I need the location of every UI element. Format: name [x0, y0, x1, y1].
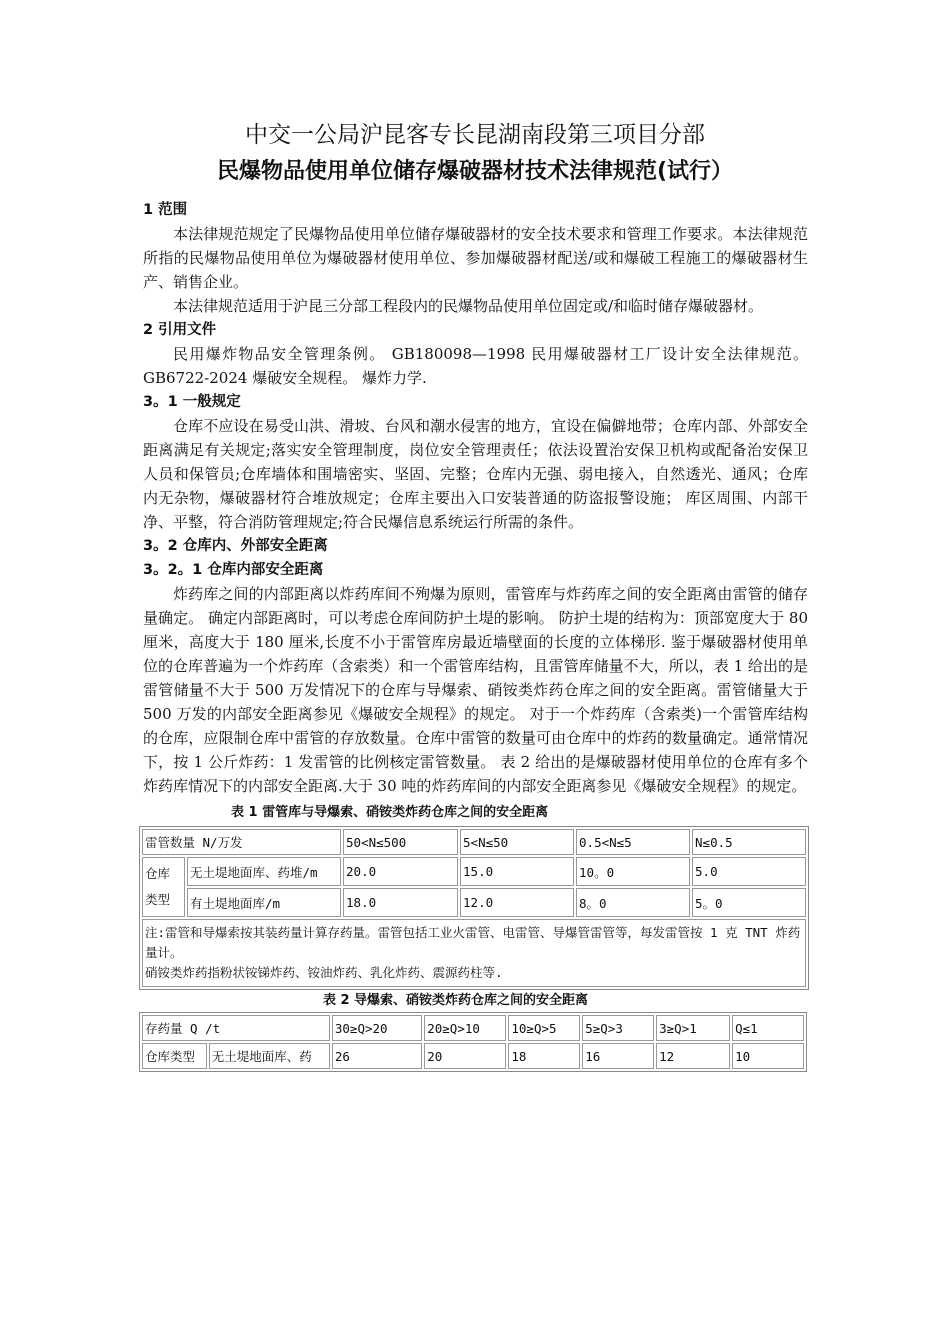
table-1-column-header: N≤0.5 — [692, 829, 806, 855]
table-cell: 15.0 — [460, 857, 574, 886]
table-cell: 8。0 — [576, 888, 690, 917]
table-1-note-1: 注:雷管和导爆索按其装药量计算存药量。雷管包括工业火雷管、电雷管、导爆管雷管等，每发雷管按 1 克 TNT 炸药量计。 — [145, 925, 801, 960]
section-2-paragraph: 民用爆炸物品安全管理条例。 GB180098—1998 民用爆破器材工厂设计安全法律规范。 GB6722-2024 爆破安全规程。 爆炸力学. — [143, 345, 808, 387]
table-cell: 10。0 — [576, 857, 690, 886]
document-title: 民爆物品使用单位储存爆破器材技术法律规范(试行） — [216, 159, 734, 184]
table-2-group-label: 仓库类型 — [142, 1043, 207, 1069]
table-2-column-header: 10≥Q>5 — [508, 1015, 580, 1041]
table-2-row-label: 无土堤地面库、药 — [209, 1043, 330, 1069]
table-1-column-header: 5<N≤50 — [460, 829, 574, 855]
section-2-heading: 2 引用文件 — [143, 322, 217, 338]
section-3-1-heading: 3。1 一般规定 — [143, 394, 241, 410]
table-cell: 26 — [332, 1043, 422, 1069]
table-cell: 18.0 — [343, 888, 458, 917]
table-2-column-header: 30≥Q>20 — [332, 1015, 422, 1041]
section-3-2-1-heading: 3。2。1 仓库内部安全距离 — [143, 562, 324, 578]
table-cell: 5。0 — [692, 888, 806, 917]
table-2-column-header: 3≥Q>1 — [656, 1015, 730, 1041]
section-3-1-paragraph: 仓库不应设在易受山洪、滑坡、台风和潮水侵害的地方，宜设在偏僻地带；仓库内部、外部安全距离满足有关规定;落实安全管理制度，岗位安全管理责任；依法设置治安保卫机构或配备治安保卫人员和保管员;仓库墙体和围墙密实、坚固、完整；仓库内无强、弱电接入，自然透光、通风；仓库内无杂物，爆破器材符合堆放规定；仓库主要出入口安装普通的防盗报警设施； 库区周围、内部干净、平整，符合消防管理规定;符合民爆信息系统运行所需的条件。 — [143, 417, 808, 531]
table-cell: 18 — [508, 1043, 580, 1069]
table-cell: 20.0 — [343, 857, 458, 886]
table-2-header-label: 存药量 Q /t — [142, 1015, 330, 1041]
organization-title: 中交一公局沪昆客专长昆湖南段第三项目分部 — [245, 122, 705, 148]
table-cell: 16 — [582, 1043, 654, 1069]
document-body — [143, 198, 808, 1072]
section-3-2-1-paragraph: 炸药库之间的内部距离以炸药库间不殉爆为原则，雷管库与炸药库之间的安全距离由雷管的储存量确定。 确定内部距离时，可以考虑仓库间防护土堤的影响。 防护土堤的结构为：顶部宽度大于 80 厘米，高度大于 180 厘米,长度不小于雷管库房最近墙壁面的长度的立体梯形. 鉴于爆破器材使用单位的仓库普遍为一个炸药库（含索类）和一个雷管库结构，且雷管库储量不大，所以，表 1 给出的是雷管储量不大于 500 万发情况下的仓库与导爆索、硝铵类炸药仓库之间的安全距离。雷管储量大于 500 万发的内部安全距离参见《爆破安全规程》的规定。 对于一个炸药库（含索类)一个雷管库结构的仓库，应限制仓库中雷管的存放数量。仓库中雷管的数量可由仓库中的炸药的数量确定。通常情况下，按 1 公斤炸药：1 发雷管的比例核定雷管数量。 表 2 给出的是爆破器材使用单位的仓库有多个炸药库情况下的内部安全距离.大于 30 吨的炸药库间的内部安全距离参见《爆破安全规程》的规定。 — [143, 585, 808, 795]
table-1-caption: 表 1 雷管库与导爆索、硝铵类炸药仓库之间的安全距离 — [231, 805, 549, 820]
table-cell: 12.0 — [460, 888, 574, 917]
table-2 — [139, 1012, 807, 1072]
table-1-row-label: 无土堤地面库、药堆/m — [187, 857, 341, 886]
table-1-group-label: 仓库类型 — [142, 857, 185, 917]
table-row — [142, 857, 806, 886]
table-cell: 20 — [424, 1043, 506, 1069]
table-1-row-label: 有土堤地面库/m — [187, 888, 341, 917]
table-2-caption: 表 2 导爆索、硝铵类炸药仓库之间的安全距离 — [322, 993, 589, 1008]
section-1-heading: 1 范围 — [143, 202, 188, 218]
table-row — [142, 919, 806, 987]
section-1-paragraph-1: 本法律规范规定了民爆物品使用单位储存爆破器材的安全技术要求和管理工作要求。本法律规范所指的民爆物品使用单位为爆破器材使用单位、参加爆破器材配送/或和爆破工程施工的爆破器材生产、销售企业。 — [143, 225, 808, 291]
section-3-2-heading: 3。2 仓库内、外部安全距离 — [143, 538, 328, 554]
table-1-column-header: 0.5<N≤5 — [576, 829, 690, 855]
table-2-column-header: 5≥Q>3 — [582, 1015, 654, 1041]
table-1-notes — [142, 919, 806, 987]
table-1 — [139, 826, 809, 990]
table-cell: 10 — [732, 1043, 804, 1069]
table-2-column-header: Q≤1 — [732, 1015, 804, 1041]
table-cell: 12 — [656, 1043, 730, 1069]
table-2-column-header: 20≥Q>10 — [424, 1015, 506, 1041]
table-row — [142, 1043, 804, 1069]
section-1-paragraph-2: 本法律规范适用于沪昆三分部工程段内的民爆物品使用单位固定或/和临时储存爆破器材。 — [173, 297, 764, 315]
table-1-note-2: 硝铵类炸药指粉状铵锑炸药、铵油炸药、乳化炸药、震源药柱等. — [145, 965, 503, 980]
table-row — [142, 829, 806, 855]
table-row — [142, 888, 806, 917]
table-1-header-label: 雷管数量 N/万发 — [142, 829, 341, 855]
table-row — [142, 1015, 804, 1041]
table-cell: 5.0 — [692, 857, 806, 886]
table-1-column-header: 50<N≤500 — [343, 829, 458, 855]
